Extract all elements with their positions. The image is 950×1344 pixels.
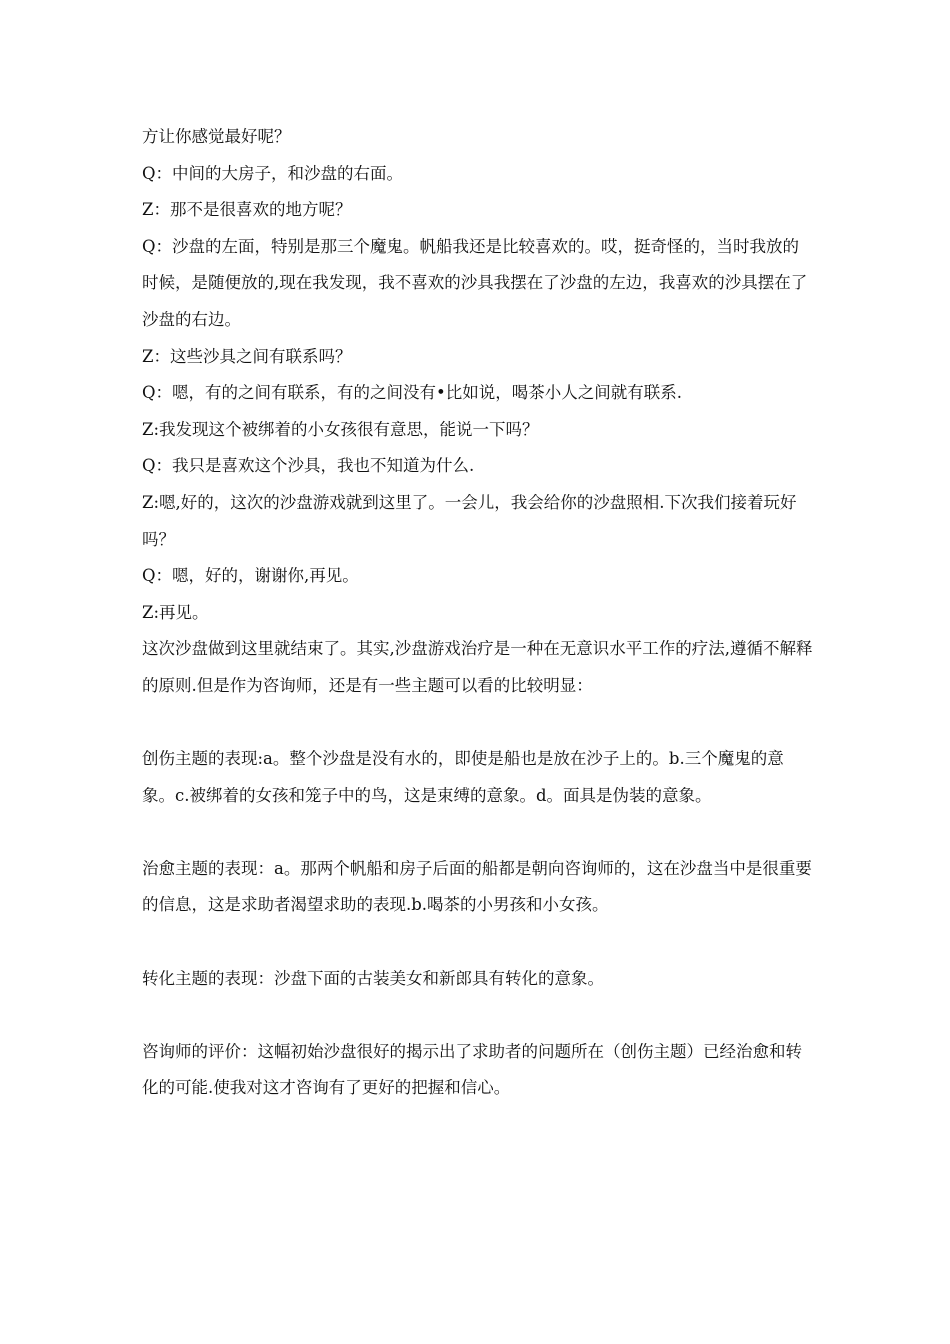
paragraph-session-summary: 这次沙盘做到这里就结束了。其实,沙盘游戏治疗是一种在无意识水平工作的疗法,遵循不解释的原则.但是作为咨询师，还是有一些主题可以看的比较明显：	[142, 639, 813, 695]
paragraph-z-closing: Z:嗯,好的，这次的沙盘游戏就到这里了。一会儿，我会给你的沙盘照相.下次我们接着玩好吗？	[142, 492, 797, 549]
paragraph-q-answer-1: Q：中间的大房子，和沙盘的右面。	[142, 163, 404, 183]
paragraph-counselor-evaluation: 咨询师的评价：这幅初始沙盘很好的揭示出了求助者的问题所在（创伤主题）已经治愈和转化的可能.使我对这才咨询有了更好的把握和信心。	[142, 1041, 802, 1098]
paragraph-q-answer-2: Q：沙盘的左面，特别是那三个魔鬼。帆船我还是比较喜欢的。哎，挺奇怪的，当时我放的时候，是随便放的,现在我发现，我不喜欢的沙具我摆在了沙盘的左边，我喜欢的沙具摆在了沙盘的右边。	[142, 236, 808, 329]
paragraph-z-question-1: Z：那不是很喜欢的地方呢？	[142, 200, 352, 220]
paragraph-transformation-theme: 转化主题的表现：沙盘下面的古装美女和新郎具有转化的意象。	[142, 968, 604, 988]
paragraph-q-answer-4: Q：我只是喜欢这个沙具，我也不知道为什么.	[142, 456, 475, 476]
paragraph-z-question-3: Z:我发现这个被绑着的小女孩很有意思，能说一下吗？	[142, 419, 539, 439]
paragraph-z-question-2: Z：这些沙具之间有联系吗？	[142, 346, 352, 366]
paragraph-q-answer-3: Q：嗯，有的之间有联系，有的之间没有•比如说，喝茶小人之间就有联系.	[142, 383, 683, 403]
paragraph-healing-theme: 治愈主题的表现：a。那两个帆船和房子后面的船都是朝向咨询师的，这在沙盘当中是很重要的信息，这是求助者渴望求助的表现.b.喝茶的小男孩和小女孩。	[142, 858, 812, 915]
paragraph-intro-question: 方让你感觉最好呢？	[142, 127, 291, 146]
paragraph-z-goodbye: Z:再见。	[142, 602, 209, 622]
paragraph-q-goodbye: Q：嗯，好的，谢谢你,再见。	[142, 566, 359, 586]
document-body	[142, 119, 814, 1107]
paragraph-trauma-theme: 创伤主题的表现:a。整个沙盘是没有水的，即使是船也是放在沙子上的。b.三个魔鬼的意象。c.被绑着的女孩和笼子中的鸟，这是束缚的意象。d。面具是伪装的意象。	[142, 749, 784, 805]
